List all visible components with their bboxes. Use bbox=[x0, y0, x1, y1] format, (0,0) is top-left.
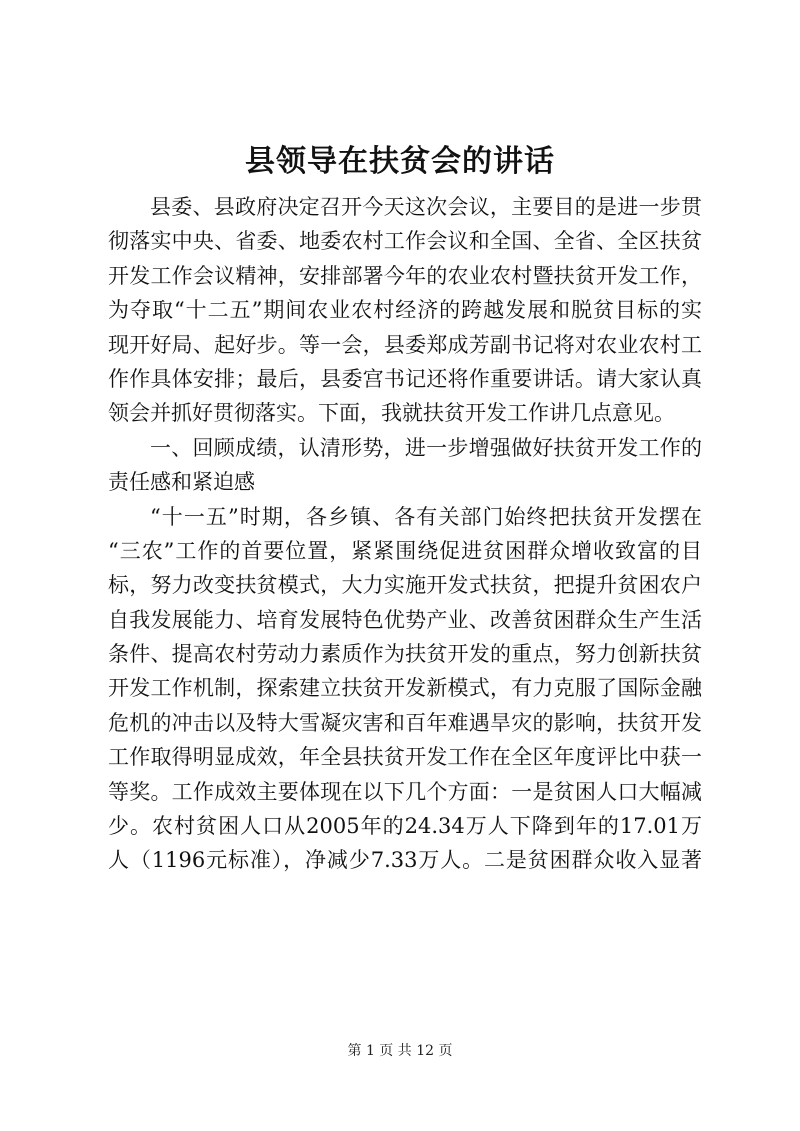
paragraph-1-line-6: 作作具体安排；最后，县委宫书记还将作重要讲话。请大家认真 bbox=[108, 366, 702, 391]
paragraph-1-line-3: 开发工作会议精神，安排部署今年的农业农村暨扶贫开发工作， bbox=[108, 263, 702, 288]
paragraph-3-line-1: “十一五”时期，各乡镇、各有关部门始终把扶贫开发摆在 bbox=[150, 504, 702, 529]
paragraph-3-line-11: 人（1196元标准），净减少7.33万人。二是贫困群众收入显著 bbox=[108, 848, 702, 873]
paragraph-3-line-7: 危机的冲击以及特大雪凝灾害和百年难遇旱灾的影响，扶贫开发 bbox=[108, 710, 702, 735]
paragraph-1-line-1: 县委、县政府决定召开今天这次会议，主要目的是进一步贯 bbox=[150, 195, 702, 219]
paragraph-1-line-7: 领会并抓好贯彻落实。下面，我就扶贫开发工作讲几点意见。 bbox=[108, 401, 675, 426]
section-heading-line-1: 一、回顾成绩，认清形势，进一步增强做好扶贫开发工作的 bbox=[150, 435, 702, 460]
paragraph-3-line-4: 自我发展能力、培育发展特色优势产业、改善贫困群众生产生活 bbox=[108, 607, 702, 632]
document-body bbox=[108, 190, 702, 878]
paragraph-3-line-6: 开发工作机制，探索建立扶贫开发新模式，有力克服了国际金融 bbox=[108, 676, 702, 701]
document-title: 县领导在扶贫会的讲话 bbox=[245, 144, 555, 179]
paragraph-3-line-8: 工作取得明显成效，年全县扶贫开发工作在全区年度评比中获一 bbox=[108, 745, 702, 770]
page-footer: 第 1 页 共 12 页 bbox=[347, 1043, 453, 1059]
paragraph-1-line-2: 彻落实中央、省委、地委农村工作会议和全国、全省、全区扶贫 bbox=[108, 229, 702, 254]
paragraph-1-line-4: 为夺取“十二五”期间农业农村经济的跨越发展和脱贫目标的实 bbox=[108, 298, 702, 323]
section-heading-line-2: 责任感和紧迫感 bbox=[108, 470, 255, 495]
paragraph-3-line-2: “三农”工作的首要位置，紧紧围绕促进贫困群众增收致富的目 bbox=[108, 538, 702, 563]
paragraph-3-line-5: 条件、提高农村劳动力素质作为扶贫开发的重点，努力创新扶贫 bbox=[108, 642, 702, 667]
paragraph-3-line-3: 标，努力改变扶贫模式，大力实施开发式扶贫，把提升贫困农户 bbox=[108, 573, 702, 598]
paragraph-1-line-5: 现开好局、起好步。等一会，县委郑成芳副书记将对农业农村工 bbox=[108, 332, 702, 357]
paragraph-3-line-10: 少。农村贫困人口从2005年的24.34万人下降到年的17.01万 bbox=[108, 814, 702, 839]
paragraph-3-line-9: 等奖。工作成效主要体现在以下几个方面：一是贫困人口大幅减 bbox=[108, 779, 702, 804]
